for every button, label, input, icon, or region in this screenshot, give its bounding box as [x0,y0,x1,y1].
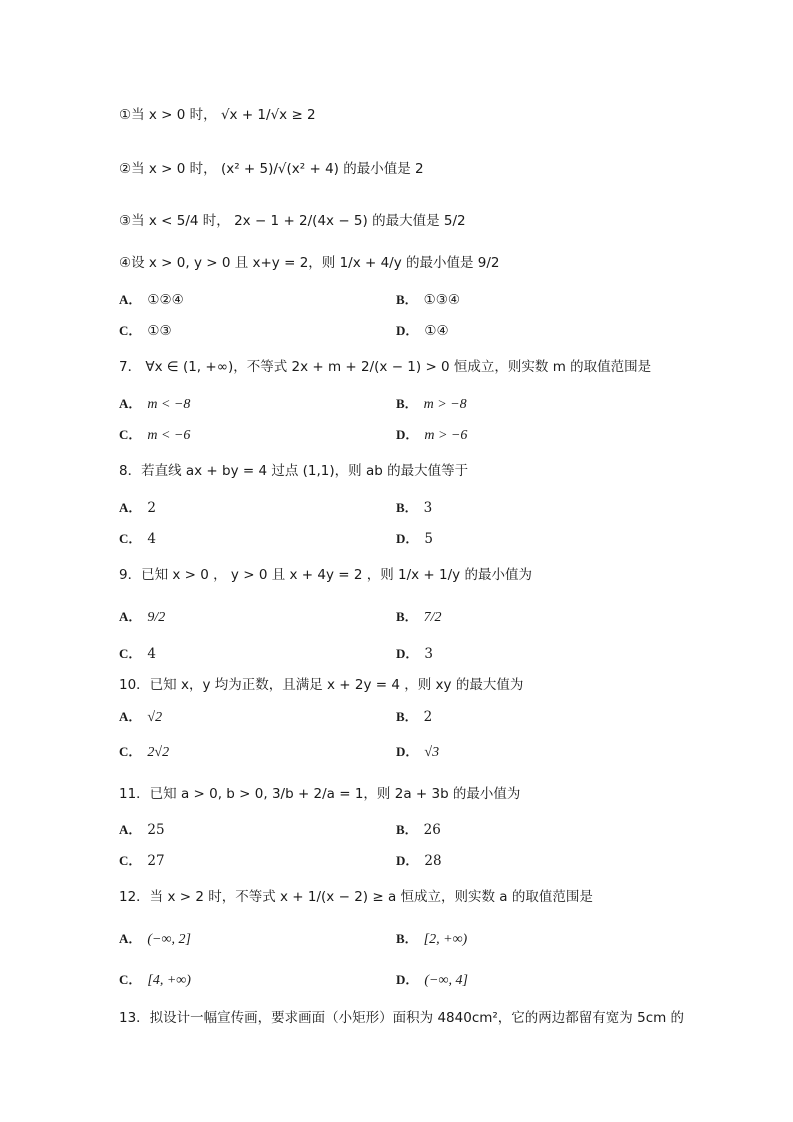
q11-stem: 11．已知 a > 0, b > 0, 3/b + 2/a = 1，则 2a + 3b 的最小值为 [119,786,521,802]
q12-stem: 12．当 x > 2 时，不等式 x + 1/(x − 2) ≥ a 恒成立，则实数 a 的取值范围是 [119,889,593,905]
q7-option-d: D． m > −6 [396,427,468,443]
q12-option-d: D． (−∞, 4] [396,972,468,988]
q13-stem: 13．拟设计一幅宣传画，要求画面（小矩形）面积为 4840cm²，它的两边都留有宽为 5cm 的 [119,1010,685,1026]
q10-option-a: A． √2 [119,709,163,725]
q10-option-d: D． √3 [396,744,440,760]
q6-option-c: C． ①③ [119,323,172,339]
q6-option-d: D． ①④ [396,323,449,339]
q8-option-d: D． 5 [396,531,433,547]
q6-option-a: A． ①②④ [119,292,184,308]
q11-option-d: D． 28 [396,853,442,869]
statement-2: ②当 x > 0 时， (x² + 5)/√(x² + 4) 的最小值是 2 [119,161,424,177]
q12-option-a: A． (−∞, 2] [119,931,191,947]
q10-stem: 10．已知 x，y 均为正数，且满足 x + 2y = 4 ，则 xy 的最大值为 [119,677,524,693]
q7-option-a: A． m < −8 [119,396,191,412]
q8-option-b: B． 3 [396,500,433,516]
q8-option-a: A． 2 [119,500,156,516]
q11-option-b: B． 26 [396,822,441,838]
q9-option-a: A． 9/2 [119,609,166,625]
q12-option-b: B． [2, +∞) [396,931,468,947]
q9-option-b: B． 7/2 [396,609,442,625]
q7-option-b: B． m > −8 [396,396,467,412]
q11-option-a: A． 25 [119,822,165,838]
q10-option-b: B． 2 [396,709,433,725]
q10-option-c: C． 2√2 [119,744,170,760]
q7-stem: 7． ∀x ∈ (1, +∞)，不等式 2x + m + 2/(x − 1) > 0 恒成立，则实数 m 的取值范围是 [119,359,652,375]
statement-3: ③当 x < 5/4 时， 2x − 1 + 2/(4x − 5) 的最大值是 5/2 [119,213,466,229]
statement-1: ①当 x > 0 时， √x + 1/√x ≥ 2 [119,107,316,123]
q9-option-c: C． 4 [119,646,156,662]
statement-4: ④设 x > 0, y > 0 且 x+y = 2，则 1/x + 4/y 的最小值是 9/2 [119,255,500,271]
q8-stem: 8．若直线 ax + by = 4 过点 (1,1)，则 ab 的最大值等于 [119,463,469,479]
q6-option-b: B． ①③④ [396,292,460,308]
q11-option-c: C． 27 [119,853,165,869]
q8-option-c: C． 4 [119,531,156,547]
q12-option-c: C． [4, +∞) [119,972,191,988]
q9-stem: 9．已知 x > 0 ， y > 0 且 x + 4y = 2 ，则 1/x + 1/y 的最小值为 [119,567,532,583]
q7-option-c: C． m < −6 [119,427,191,443]
q9-option-d: D． 3 [396,646,433,662]
